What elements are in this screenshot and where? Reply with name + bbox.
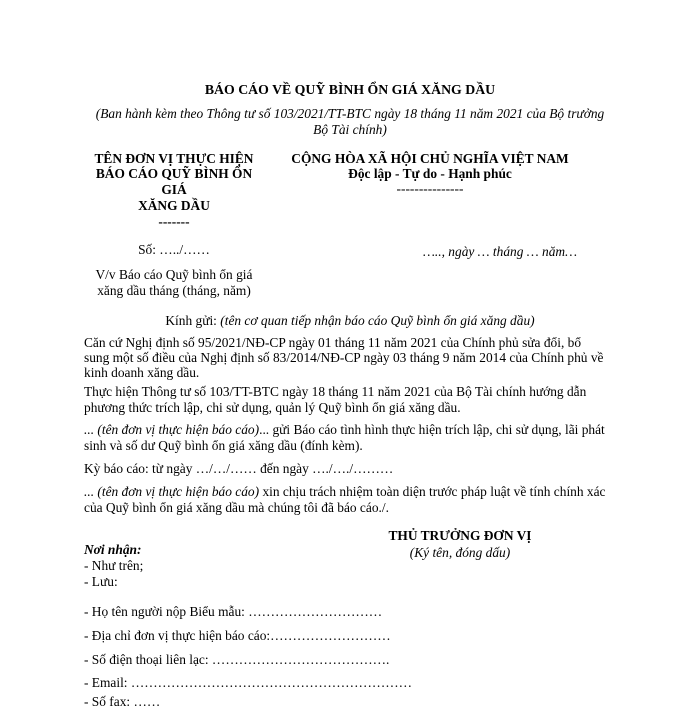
implementation-line1: Thực hiện Thông tư số 103/TT-BTC ngày 18 tháng 11 năm 2021 của Bộ Tài chính hướng dẫn [84, 384, 587, 399]
addressee-value: (tên cơ quan tiếp nhận báo cáo Quỹ bình ổn giá xăng dầu) [220, 313, 535, 328]
fax-field: - Số fax: …… [84, 694, 161, 709]
responsibility-line2: của Quỹ bình ổn giá xăng dầu mà chúng tôi đã báo cáo./. [84, 500, 389, 515]
document-title: BÁO CÁO VỀ QUỸ BÌNH ỔN GIÁ XĂNG DẦU [204, 82, 496, 97]
legal-basis-line3: kinh doanh xăng dầu. [84, 365, 200, 380]
phone-field: - Số điện thoại liên lạc: …………………………………. [84, 652, 390, 667]
signature-note: (Ký tên, đóng dấu) [409, 545, 511, 560]
signature-title: THỦ TRƯỞNG ĐƠN VỊ [388, 528, 532, 543]
responsibility-line1 [84, 484, 606, 500]
unit-name-line1: TÊN ĐƠN VỊ THỰC HIỆN [94, 151, 254, 166]
unit-address-field: - Địa chỉ đơn vị thực hiện báo cáo:……………………… [84, 628, 391, 643]
document-date: ….., ngày … tháng … năm… [423, 244, 577, 259]
document-number: Số: …../…… [138, 242, 210, 257]
legal-basis-line2: sung một số điều của Nghị định số 83/2014/NĐ-CP ngày 03 tháng 9 năm 2014 của Chính phủ về [84, 350, 604, 365]
implementation-line2: phương thức trích lập, chi sử dụng, quản lý Quỹ bình ổn giá xăng dầu. [84, 400, 461, 415]
report-submission-line2: sinh và số dư Quỹ bình ổn giá xăng dầu (đính kèm). [84, 438, 363, 453]
unit-name-line2: BÁO CÁO QUỸ BÌNH ỔN [95, 166, 253, 181]
responsibility-text: xin chịu trách nhiệm toàn diện trước pháp luật về tính chính xác [259, 484, 606, 499]
addressee-label: Kính gửi: [165, 313, 217, 328]
recipient-item: - Như trên; [84, 558, 144, 573]
subject-line1: V/v Báo cáo Quỹ bình ổn giá [95, 267, 253, 282]
submitter-name-field: - Họ tên người nộp Biểu mẫu: ………………………… [84, 604, 383, 619]
report-submission-text: ... gửi Báo cáo tình hình thực hiện trích lập, chi sử dụng, lãi phát [259, 422, 605, 437]
unit-name-line3: GIÁ [161, 182, 187, 197]
report-submission-line1 [84, 422, 605, 438]
email-field: - Email: ……………………………………………………… [84, 675, 413, 690]
recipient-item: - Lưu: [84, 574, 118, 589]
subject-line2: xăng dầu tháng (tháng, năm) [97, 283, 251, 298]
document-subtitle-line1: (Ban hành kèm theo Thông tư số 103/2021/TT-BTC ngày 18 tháng 11 năm 2021 của Bộ trưởng [95, 106, 605, 121]
document-subtitle-line2: Bộ Tài chính) [313, 122, 387, 137]
legal-basis-line1: Căn cứ Nghị định số 95/2021/NĐ-CP ngày 01 tháng 11 năm 2021 của Chính phủ sửa đổi, bổ [84, 335, 582, 350]
unit-name-line4: XĂNG DẦU [138, 198, 210, 213]
unit-placeholder: ... (tên đơn vị thực hiện báo cáo) [84, 422, 260, 437]
addressee-line [0, 313, 700, 329]
motto-separator: --------------- [396, 181, 464, 196]
reporting-period: Kỳ báo cáo: từ ngày …/…/…… đến ngày …./…./……… [84, 461, 394, 476]
national-motto: Độc lập - Tự do - Hạnh phúc [348, 166, 512, 181]
recipients-label: Nơi nhận: [84, 542, 142, 557]
unit-placeholder-2: ... (tên đơn vị thực hiện báo cáo) [84, 484, 260, 499]
country-name: CỘNG HÒA XÃ HỘI CHỦ NGHĨA VIỆT NAM [291, 151, 569, 166]
unit-separator: ------- [158, 214, 190, 229]
